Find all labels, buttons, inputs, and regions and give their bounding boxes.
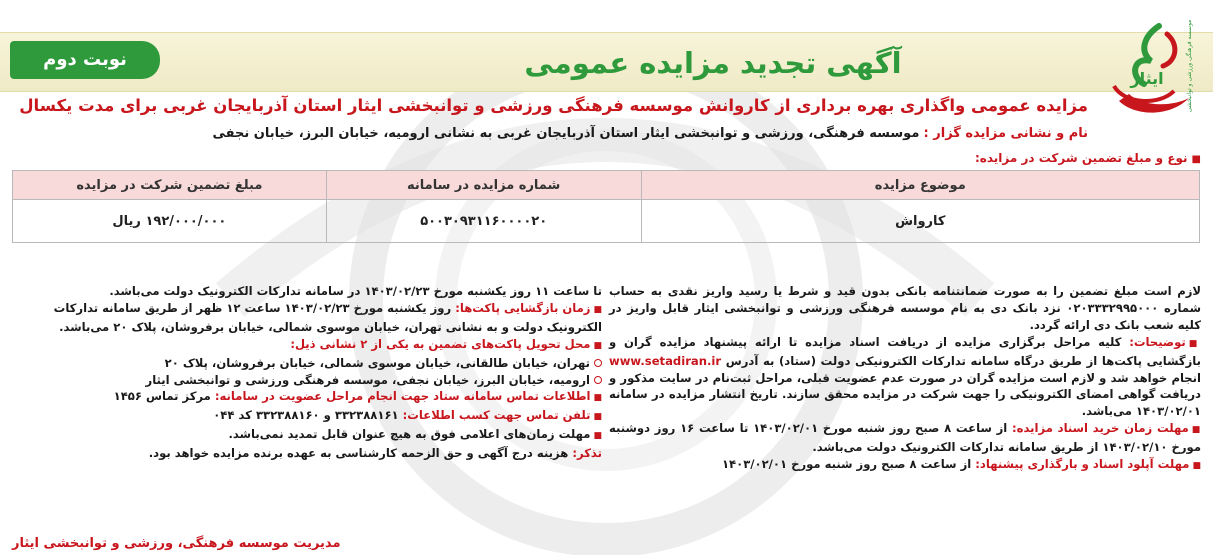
signature: مدیریت موسسه فرهنگی، ورزشی و توانبخشی ایثار [12, 536, 341, 551]
auction-table [12, 170, 1200, 243]
address-2-text: ارومیه، خیابان البرز، خیابان نجفی، موسسه فرهنگی ورزشی و توانبخشی ایثار [145, 372, 590, 387]
opening-time-label: زمان بازگشایی پاکت‌ها: [455, 300, 591, 315]
circle-bullet-icon [594, 359, 602, 367]
reminder-label: تذکر: [572, 446, 602, 461]
table-header-guarantee: مبلغ تضمین شرکت در مزایده [13, 171, 327, 200]
square-bullet-icon: ■ [593, 393, 602, 404]
organizer-value: موسسه فرهنگی، ورزشی و توانبخشی ایثار استان آذربایجان غربی به نشانی ارومیه، خیابان البرز، خیابان نجفی [212, 126, 920, 141]
logo-small-text: موسسه فرهنگی ورزشی و توانبخشی [1186, 19, 1193, 113]
circle-bullet-icon [594, 376, 602, 384]
description-label: توضیحات: [1129, 334, 1186, 349]
square-bullet-icon: ■ [1191, 154, 1201, 165]
square-bullet-icon: ■ [593, 431, 602, 442]
description-text: کلیه مراحل برگزاری مزایده از دریافت اسناد مزایده تا ارائه پیشنهاد مزایده گران و بازگشایی پاکت‌ها از طریق درگاه سامانه تدارکات الکترونیکی دولت (ستاد) به آدرس [609, 334, 1201, 368]
purchase-deadline-paragraph [609, 420, 1201, 456]
square-bullet-icon: ■ [593, 412, 602, 423]
setad-contact-label: اطلاعات تماس سامانه ستاد جهت انجام مراحل عضویت در سامانه: [214, 389, 591, 404]
deadline-note-paragraph [12, 426, 602, 445]
table-header-number: شماره مزایده در سامانه [326, 171, 641, 200]
address-item-2 [12, 372, 602, 389]
upload-deadline-label: مهلت آپلود اسناد و بارگذاری پیشنهاد: [975, 457, 1190, 472]
square-bullet-icon: ■ [1192, 461, 1201, 472]
round-badge: نوبت دوم [10, 41, 160, 79]
reminder-text: هزینه درج آگهی و حق الزحمه کارشناسی به عهده برنده مزایده خواهد بود. [148, 446, 569, 461]
guarantee-paragraph: لازم است مبلغ تضمین را به صورت ضمانتنامه بانکی بدون قید و شرط یا رسید واریز نقدی به حساب شماره ۰۲۰۳۳۳۲۹۹۵۰۰۰ نزد بانک دی به نام موسسه فرهنگی ورزشی و توانبخشی ایثار قابل واریز در کلیه شعب بانک دی ارائه گردد. [609, 284, 1201, 332]
left-column [12, 283, 602, 462]
table-heading-text: نوع و مبلغ تضمین شرکت در مزایده: [974, 151, 1188, 165]
table-header-row [13, 171, 1200, 200]
phone-label: تلفن تماس جهت کسب اطلاعات: [402, 408, 591, 423]
square-bullet-icon: ■ [593, 340, 602, 351]
table-cell-subject: کارواش [641, 200, 1199, 243]
upload-deadline-continued: تا ساعت ۱۱ روز یکشنبه مورخ ۱۴۰۳/۰۲/۲۳ در سامانه تدارکات الکترونیک دولت می‌باشد. [109, 284, 602, 298]
address-1-text: تهران، خیابان طالقانی، خیابان موسوی شمالی، خیابان برفروشان، پلاک ۲۰ [164, 355, 590, 370]
subtitle: مزایده عمومی واگذاری بهره برداری از کاروانش موسسه فرهنگی ورزشی و توانبخشی ایثار استان آذربایجان غربی برای مدت یکسال [19, 96, 1088, 115]
logo-text: ایثار [1130, 69, 1164, 88]
phone-text: ۳۳۲۳۸۸۱۶۱ و ۳۳۲۳۸۸۱۶۰ کد ۰۴۴ [213, 408, 399, 423]
square-bullet-icon: ■ [1188, 338, 1201, 349]
description-text-2: انجام خواهد شد و لازم است مزایده گران در صورت عدم عضویت قبلی، مراحل ثبت‌نام در سایت مذکور و دریافت گواهی امضای الکترونیکی را جهت شرکت در مزایده محقق سازند. تاریخ انتشار مزایده در سامانه ۱۴۰۳/۰۲/۰۱ می‌باشد. [609, 370, 1201, 419]
reminder-paragraph [12, 445, 602, 462]
right-column [609, 283, 1201, 475]
delivery-location-label: محل تحویل پاکت‌های تضمین به یکی از ۲ نشانی ذیل: [290, 336, 591, 351]
isar-logo-icon [1089, 6, 1209, 126]
setad-contact-text: مرکز تماس ۱۴۵۶ [113, 389, 211, 404]
table-header-subject: موضوع مزایده [641, 171, 1199, 200]
table-cell-guarantee: ۱۹۲/۰۰۰/۰۰۰ ریال [13, 200, 327, 243]
table-row [13, 200, 1200, 243]
table-cell-number: ۵۰۰۳۰۹۳۱۱۶۰۰۰۰۲۰ [326, 200, 641, 243]
organizer-label: نام و نشانی مزایده گزار : [923, 126, 1088, 141]
deadline-note-text: مهلت زمان‌های اعلامی فوق به هیچ عنوان قابل تمدید نمی‌باشد. [228, 427, 591, 442]
description-paragraph [609, 334, 1201, 421]
opening-time-paragraph [12, 300, 602, 336]
main-title: آگهی تجدید مزایده عمومی [524, 46, 902, 80]
table-heading [975, 151, 1201, 165]
organizer-line [8, 126, 1088, 141]
square-bullet-icon: ■ [593, 304, 602, 315]
opening-time-text: روز یکشنبه مورخ ۱۴۰۳/۰۲/۲۳ ساعت ۱۲ ظهر از طریق سامانه تدارکات الکترونیک دولت و به نشانی تهران، خیابان موسوی شمالی، خیابان برفروشان، پلاک ۲۰ می‌باشد. [53, 300, 602, 334]
purchase-deadline-label: مهلت زمان خرید اسناد مزایده: [1011, 421, 1189, 436]
address-item-1 [12, 355, 602, 372]
setad-contact-paragraph [12, 388, 602, 407]
setad-website-link[interactable]: www.setadiran.ir [609, 353, 722, 368]
phone-paragraph [12, 407, 602, 426]
delivery-location-paragraph [12, 336, 602, 355]
upload-deadline-text: از ساعت ۸ صبح روز شنبه مورخ ۱۴۰۳/۰۲/۰۱ [721, 457, 972, 472]
purchase-deadline-text: از ساعت ۸ صبح روز شنبه مورخ ۱۴۰۳/۰۲/۰۱ تا ساعت ۱۶ روز دوشنبه مورخ ۱۴۰۳/۰۲/۱۰ از طریق سامانه تدارکات الکترونیک دولت می‌باشد. [609, 421, 1201, 455]
upload-deadline-paragraph [609, 456, 1201, 475]
square-bullet-icon: ■ [1191, 425, 1201, 436]
